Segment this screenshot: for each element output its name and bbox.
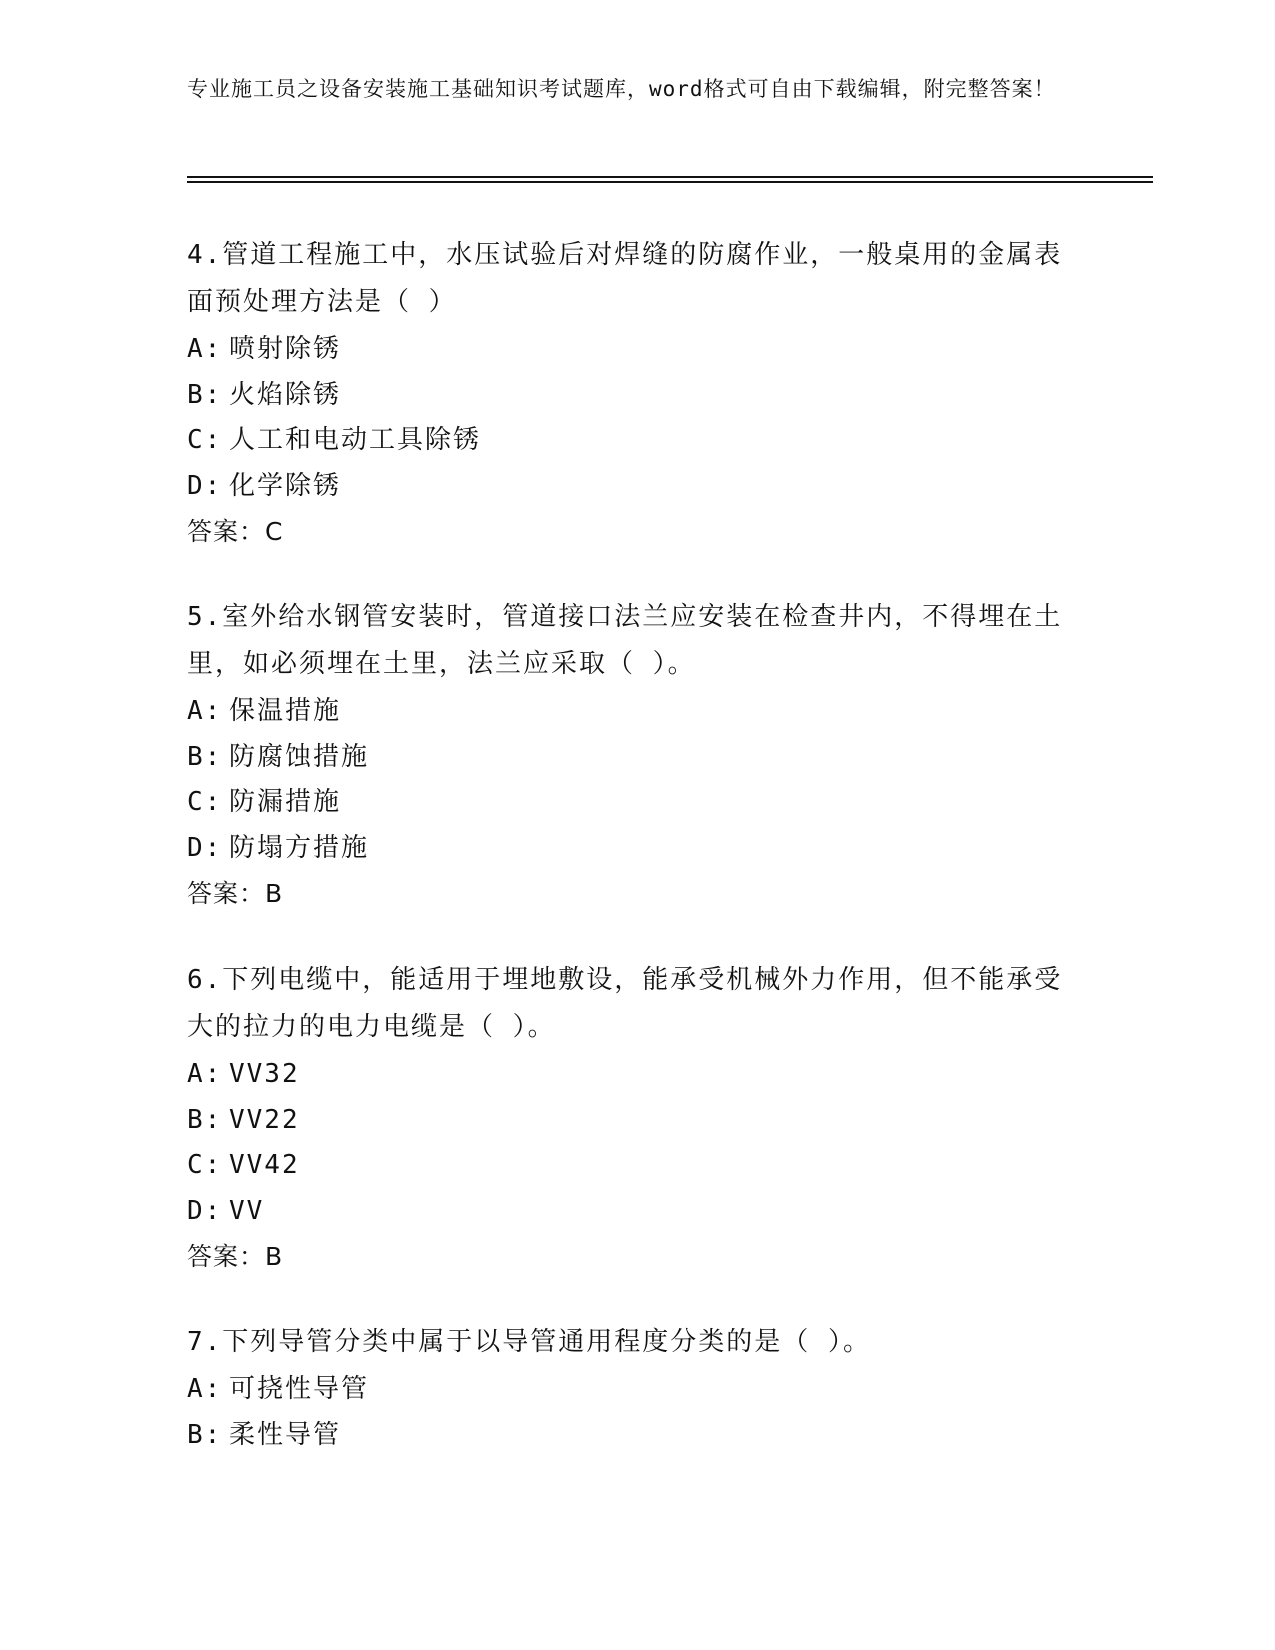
option-text: 人工和电动工具除锈: [229, 425, 482, 455]
option-text: VV32: [229, 1059, 300, 1089]
option-b: [187, 373, 1067, 419]
option-key: B:: [187, 379, 223, 410]
option-key: A:: [187, 334, 223, 364]
header-divider-top: [187, 176, 1153, 178]
option-text: 柔性导管: [229, 1419, 342, 1450]
option-key: B:: [187, 741, 223, 772]
answer-line: 答案：B: [187, 1242, 284, 1271]
option-text: VV22: [229, 1104, 300, 1135]
question-text: 4.管道工程施工中，水压试验后对焊缝的防腐作业，一般桌用的金属表面预处理方法是（ ）: [187, 240, 1063, 317]
option-b: [187, 1098, 1067, 1144]
option-key: C:: [187, 787, 223, 817]
option-text: 可挠性导管: [229, 1374, 370, 1404]
question-text: 6.下列电缆中，能适用于埋地敷设，能承受机械外力作用，但不能承受大的拉力的电力电缆是（ ）。: [187, 965, 1063, 1042]
option-text: VV: [229, 1195, 265, 1226]
option-key: B:: [187, 1419, 223, 1450]
answer-line: 答案：C: [187, 517, 284, 546]
document-header: 专业施工员之设备安装施工基础知识考试题库，word格式可自由下载编辑，附完整答案！: [187, 77, 1056, 101]
question-text: 7.下列导管分类中属于以导管通用程度分类的是（ ）。: [187, 1327, 871, 1357]
option-text: 防腐蚀措施: [229, 741, 370, 772]
option-key: A:: [187, 1374, 223, 1404]
option-key: C:: [187, 425, 223, 455]
option-key: A:: [187, 1059, 223, 1089]
option-c: [187, 780, 1067, 826]
option-d: [187, 1189, 1067, 1235]
option-c: [187, 418, 1067, 464]
header-divider-bottom: [187, 181, 1153, 183]
question-text: 5.室外给水钢管安装时，管道接口法兰应安装在检查井内，不得埋在土里，如必须埋在土里，法兰应采取（ ）。: [187, 602, 1063, 679]
option-a: [187, 689, 1067, 735]
option-d: [187, 826, 1067, 872]
option-key: B:: [187, 1104, 223, 1135]
option-d: [187, 464, 1067, 510]
option-c: [187, 1143, 1067, 1189]
option-key: D:: [187, 470, 223, 501]
answer-line: 答案：B: [187, 879, 284, 908]
option-a: [187, 327, 1067, 373]
question-5: [187, 594, 1067, 917]
question-7: [187, 1319, 1067, 1458]
option-key: D:: [187, 1195, 223, 1226]
option-a: [187, 1052, 1067, 1098]
option-text: 火焰除锈: [229, 379, 342, 410]
option-key: D:: [187, 832, 223, 863]
option-b: [187, 1413, 1067, 1459]
question-6: [187, 957, 1067, 1280]
option-text: 防塌方措施: [229, 832, 370, 863]
option-text: 防漏措施: [229, 787, 342, 817]
option-b: [187, 735, 1067, 781]
option-text: 保温措施: [229, 696, 342, 726]
question-4: [187, 232, 1067, 555]
option-key: A:: [187, 696, 223, 726]
option-text: 化学除锈: [229, 470, 342, 501]
option-text: VV42: [229, 1150, 300, 1180]
option-key: C:: [187, 1150, 223, 1180]
option-text: 喷射除锈: [229, 334, 342, 364]
option-a: [187, 1367, 1067, 1413]
